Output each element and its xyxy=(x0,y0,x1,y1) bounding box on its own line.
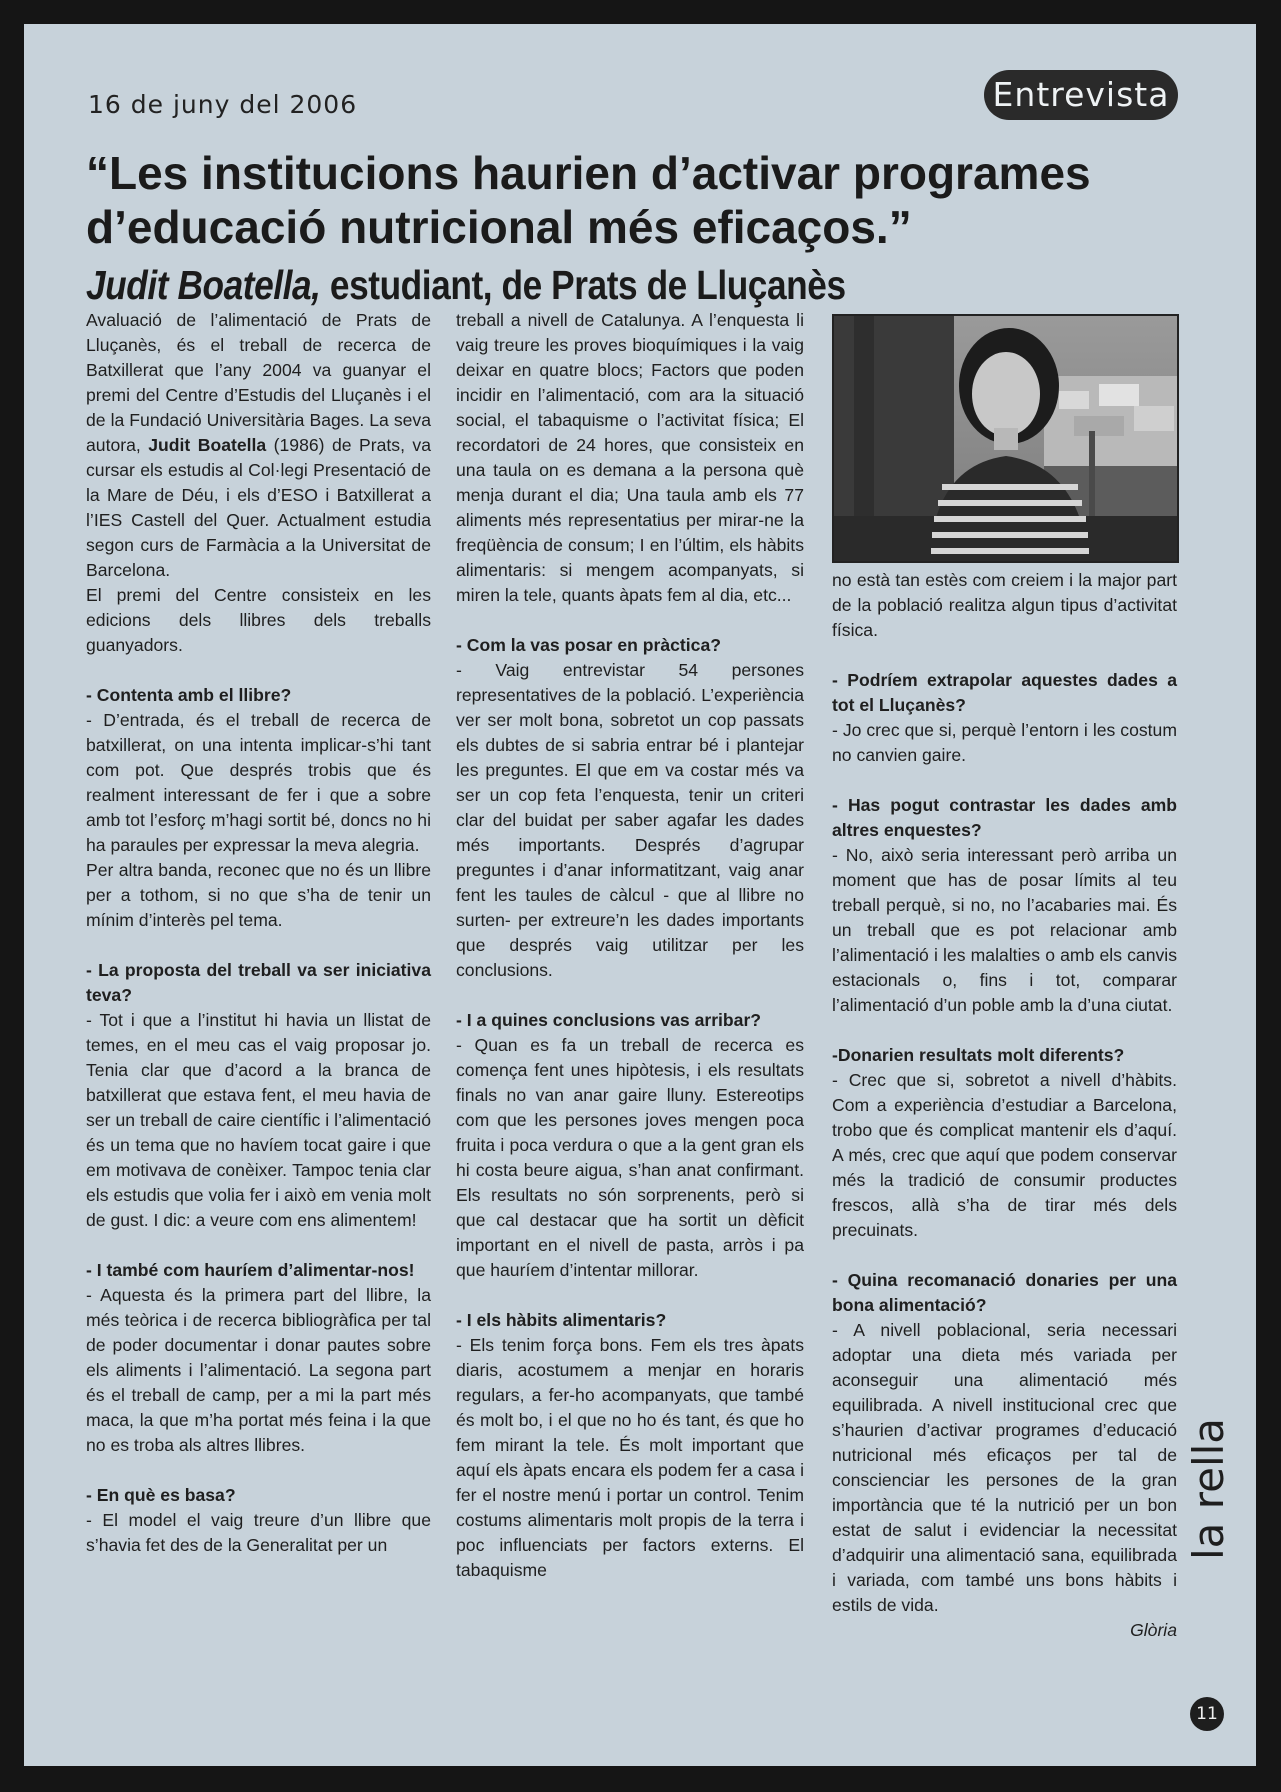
headline-line-1: “Les institucions haurien d’activar programes xyxy=(86,147,1091,199)
answer-10: - Crec que si, sobretot a nivell d’hàbits. Com a experiència d’estudiar a Barcelona, trobo que és complicat mantenir els d’aquí. A més, crec que aquí que podem conservar més la tradició de consumir productes frescos, allà s’ha de tirar més dels precuinats. xyxy=(832,1070,1177,1240)
answer-1b: Per altra banda, reconec que no és un llibre per a tothom, si no que s’ha de tenir un mínim d’interès pel tema. xyxy=(86,860,431,930)
headline-line-2: d’educació nutricional més eficaços.” xyxy=(86,201,912,253)
answer-7-cont: no està tan estès com creiem i la major part de la població realitza algun tipus d’activitat física. xyxy=(832,570,1177,640)
question-8: - Podríem extrapolar aquestes dades a tot el Lluçanès? xyxy=(832,670,1177,715)
column-3 xyxy=(832,568,1177,1643)
answer-4: - El model el vaig treure d’un llibre que s’havia fet des de la Generalitat per un xyxy=(86,1510,431,1555)
answer-3: - Aquesta és la primera part del llibre, la més teòrica i de recerca bibliogràfica per tal de poder documentar i donar pautes sobre els aliments i l’alimentació. La segona part és el treball de camp, per a mi la part més maca, la que m’ha portat més feina i la que no es troba als altres llibres. xyxy=(86,1285,431,1455)
answer-9: - No, això seria interessant però arriba un moment que has de posar límits al teu treball perquè, si no, no l’acabaries mai. És un treball que es pot relacionar amb l’alimentació i les malalties o amb els canvis estacionals o, fins i tot, comparar l’alimentació d’un poble amb la d’una ciutat. xyxy=(832,845,1177,1015)
author-signature: Glòria xyxy=(1130,1620,1177,1640)
answer-6: - Quan es fa un treball de recerca es comença fent unes hipòtesis, i els resultats finals no van anar gaire lluny. Estereotips com que les persones joves mengen poca fruita i poca verdura o que a la gent gran els hi costa beure aigua, s’han anat confirmant. Els resultats no són sorprenents, però si que cal destacar que ha sortit un dèficit important en el nivell de pasta, arròs i pa que hauríem d’intentar millorar. xyxy=(456,1035,804,1280)
intro-text: Avaluació de l’alimentació de Prats de Lluçanès, és el treball de recerca de Batxillerat que l’any 2004 va guanyar el premi del Centre d’Estudis del Lluçanès i el de la Fundació Universitària Bages. La seva autora, xyxy=(86,310,431,455)
answer-8: - Jo crec que si, perquè l’entorn i les costum no canvien gaire. xyxy=(832,720,1177,765)
article-subtitle xyxy=(86,262,846,309)
question-4: - En què es basa? xyxy=(86,1485,236,1505)
question-5: - Com la vas posar en pràctica? xyxy=(456,635,721,655)
subtitle-name: Judit Boatella, xyxy=(86,262,321,308)
article-headline xyxy=(86,146,1186,254)
intro-prize: El premi del Centre consisteix en les edicions dels llibres dels treballs guanyadors. xyxy=(86,585,431,655)
question-6: - I a quines conclusions vas arribar? xyxy=(456,1010,762,1030)
intro-paragraph xyxy=(86,308,431,583)
question-9: - Has pogut contrastar les dades amb altres enquestes? xyxy=(832,795,1177,840)
question-10: -Donarien resultats molt diferents? xyxy=(832,1045,1125,1065)
portrait-image xyxy=(834,316,1177,561)
interviewee-photo xyxy=(832,314,1179,563)
intro-author-name: Judit Boatella xyxy=(148,435,267,455)
answer-5: - Vaig entrevistar 54 persones representatives de la població. L’experiència ver ser molt bona, sobretot un cop passats els dubtes de si sabria entrar bé i plantejar les preguntes. El que em va costar més va ser un cop feta l’enquesta, tenir un criteri clar del buidat per saber agafar les dades més importants. Després d’agrupar preguntes i d’anar informatitzant, vaig anar fent les taules de càlcul - que al llibre no surten- per extreure’n les dades importants que després vaig utilitzar per les conclusions. xyxy=(456,660,804,980)
answer-4-cont: treball a nivell de Catalunya. A l’enquesta li vaig treure les proves bioquímiques i la vaig deixar en quatre blocs; Factors que poden incidir en l’alimentació, com ara la situació social, el tabaquisme o l’activitat física; El recordatori de 24 hores, que consisteix en una taula on es demana a la persona què menja durant el dia; Una taula amb els 77 aliments més representatius per mirar-ne la freqüència de consum; I en l’últim, els hàbits alimentaris: si mengem acompanyats, si miren la tele, quants àpats fem al dia, etc... xyxy=(456,310,804,605)
page-number: 11 xyxy=(1190,1697,1224,1731)
column-1 xyxy=(86,308,431,1558)
answer-11: - A nivell poblacional, seria necessari adoptar una dieta més variada per aconseguir una alimentació més equilibrada. A nivell institucional crec que s’haurien d’activar programes d’educació nutricional més eficaços per tal de conscienciar les persones de la gran importància que té la nutrició per un bon estat de salut i evidenciar la necessitat d’adquirir una alimentació sana, equilibrada i variada, com també uns bons hàbits i estils de vida. xyxy=(832,1320,1177,1615)
intro-text-cont: (1986) de Prats, va cursar els estudis al Col·legi Presentació de la Mare de Déu, i els d’ESO i Batxillerat a l’IES Castell del Quer. Actualment estudia segon curs de Farmàcia a la Universitat de Barcelona. xyxy=(86,435,432,580)
question-7: - I els hàbits alimentaris? xyxy=(456,1310,667,1330)
question-11: - Quina recomanació donaries per una bona alimentació? xyxy=(832,1270,1177,1315)
magazine-brand: la rella xyxy=(1184,1417,1233,1560)
question-2: - La proposta del treball va ser iniciativa teva? xyxy=(86,960,431,1005)
issue-date: 16 de juny del 2006 xyxy=(88,90,358,119)
subtitle-rest: estudiant, de Prats de Lluçanès xyxy=(320,262,846,308)
answer-2: - Tot i que a l’institut hi havia un llistat de temes, en el meu cas el vaig proposar jo. Tenia clar que d’acord a la branca de batxillerat que estava fent, el meu havia de ser un treball de caire científic i l’alimentació és un tema que no havíem tocat gaire i que em motivava de conèixer. Tampoc tenia clar els estudis que volia fer i això em venia molt de gust. I dic: a veure com ens alimentem! xyxy=(86,1010,431,1230)
answer-7: - Els tenim força bons. Fem els tres àpats diaris, acostumem a menjar en horaris regulars, a fer-ho acompanyats, que també és molt bo, i el que no ho és tant, és que ho fem mirant la tele. És molt important que aquí els àpats encara els podem fer a casa i fer el nostre menú i portar un control. Tenim costums alimentaris molt propis de la terra i poc influenciats per factors externs. El tabaquisme xyxy=(456,1335,804,1580)
column-2 xyxy=(456,308,804,1583)
question-1: - Contenta amb el llibre? xyxy=(86,685,292,705)
section-badge: Entrevista xyxy=(984,70,1178,120)
question-3: - I també com hauríem d’alimentar-nos! xyxy=(86,1260,415,1280)
answer-1: - D’entrada, és el treball de recerca de batxillerat, on una intenta implicar-s’hi tant com pot. Que després trobis que és realment interessant de fer i que a sobre amb tot l’esforç m’hagi sortit bé, doncs no hi ha paraules per expressar la meva alegria. xyxy=(86,710,431,855)
